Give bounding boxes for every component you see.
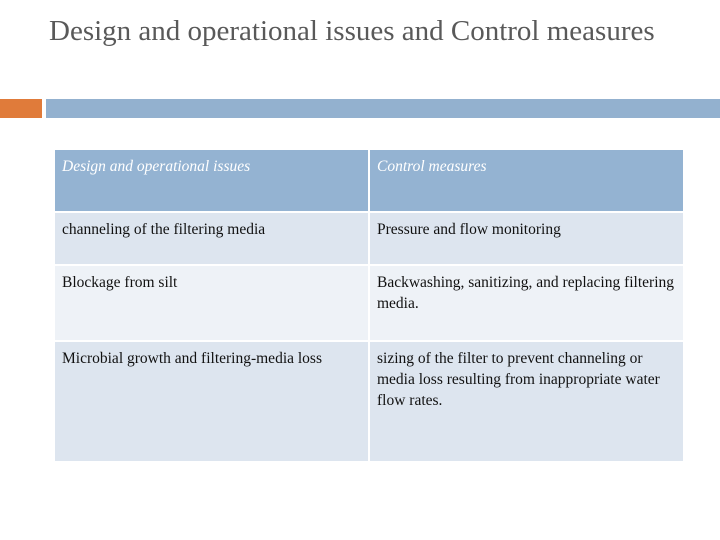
measure-cell: sizing of the filter to prevent channeling or media loss resulting from inappropriate water flow rates. bbox=[369, 341, 684, 462]
header-design-issues: Design and operational issues bbox=[54, 149, 369, 212]
accent-bar-orange bbox=[0, 99, 42, 118]
slide-title: Design and operational issues and Control measures bbox=[49, 15, 655, 47]
issue-cell: channeling of the filtering media bbox=[54, 212, 369, 265]
issue-cell: Blockage from silt bbox=[54, 265, 369, 341]
issues-controls-table bbox=[53, 148, 685, 463]
table-header-row bbox=[54, 149, 684, 212]
issue-cell: Microbial growth and filtering-media loss bbox=[54, 341, 369, 462]
table-row bbox=[54, 341, 684, 462]
measure-cell: Pressure and flow monitoring bbox=[369, 212, 684, 265]
header-control-measures: Control measures bbox=[369, 149, 684, 212]
table-row bbox=[54, 212, 684, 265]
table-row bbox=[54, 265, 684, 341]
accent-bar-blue bbox=[46, 99, 720, 118]
measure-cell: Backwashing, sanitizing, and replacing filtering media. bbox=[369, 265, 684, 341]
